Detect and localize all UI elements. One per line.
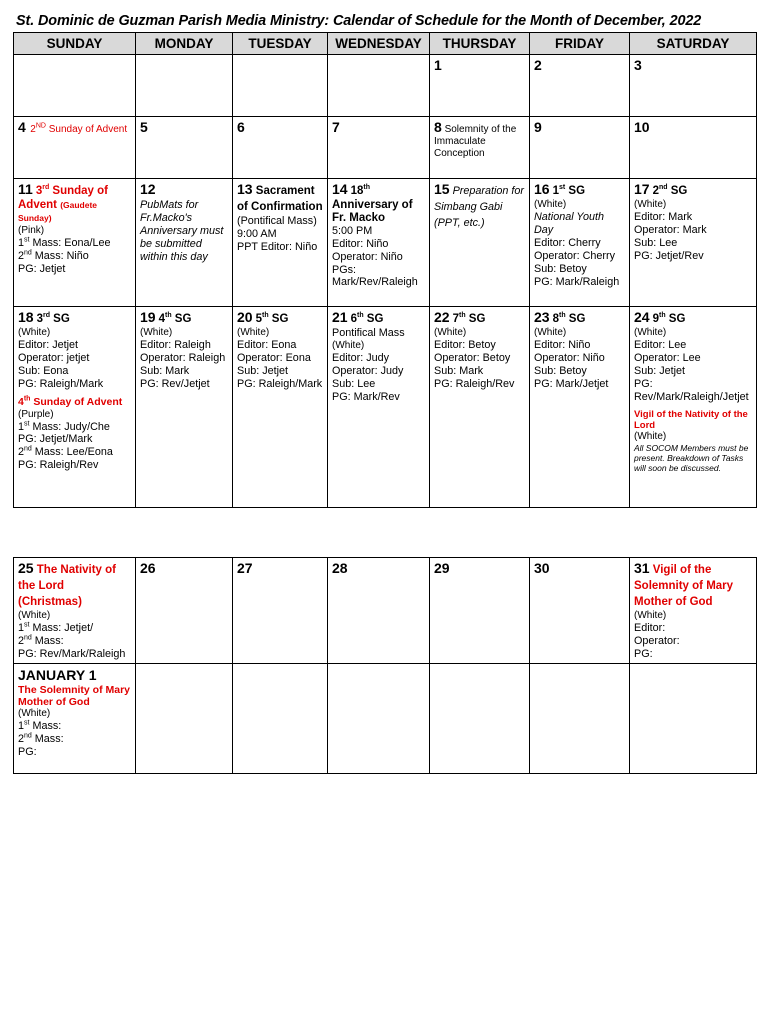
day-number: 18 bbox=[18, 309, 34, 325]
operator-assignment: Operator: Mark bbox=[634, 223, 707, 236]
editor-assignment: Editor: Raleigh bbox=[140, 339, 211, 351]
editor-assignment: Editor: Niño bbox=[332, 237, 389, 250]
pg-assignment: PG: bbox=[18, 745, 37, 758]
day-cell-empty bbox=[530, 663, 630, 773]
sub-assignment: Sub: Betoy bbox=[534, 364, 587, 377]
event-time: 9:00 AM bbox=[237, 227, 277, 240]
event-note: PubMats for Fr.Macko's Anniversary must be submitted within this day bbox=[140, 199, 224, 263]
sg-label: 8th SG bbox=[552, 312, 586, 325]
liturgical-color: (White) bbox=[18, 327, 51, 338]
pg-assignment: PG: bbox=[634, 377, 653, 390]
day-cell bbox=[430, 55, 530, 117]
sub-assignment: Sub: Eona bbox=[18, 364, 69, 377]
week-row bbox=[14, 307, 757, 508]
mass-assignment: 1st Mass: Judy/Che bbox=[18, 419, 110, 433]
day-cell bbox=[630, 179, 757, 307]
liturgical-color: (White) bbox=[634, 327, 667, 338]
week-row bbox=[14, 117, 757, 179]
day-cell bbox=[430, 179, 530, 307]
editor-assignment: Editor: Niño bbox=[534, 339, 591, 351]
week-row bbox=[14, 55, 757, 117]
pg-assignment: PG: Rev/Mark/Raleigh bbox=[18, 647, 126, 660]
day-number: 1 bbox=[434, 57, 442, 73]
event-note: Preparation for Simbang Gabi (PPT, etc.) bbox=[434, 185, 524, 229]
editor-assignment: Editor: Cherry bbox=[534, 236, 601, 249]
pg-assignment: PG: Jetjet/Rev bbox=[634, 249, 704, 262]
day-cell bbox=[14, 117, 136, 179]
day-cell bbox=[328, 558, 430, 664]
liturgical-color: (White) bbox=[634, 199, 667, 210]
day-number: 7 bbox=[332, 119, 340, 135]
sg-label: 7th SG bbox=[452, 312, 486, 325]
liturgical-color: (White) bbox=[634, 430, 667, 442]
event-label: 3rd Sunday of bbox=[35, 184, 108, 197]
weekday-header: MONDAY bbox=[136, 33, 233, 55]
week-row bbox=[14, 558, 757, 664]
sg-label: 5th SG bbox=[255, 312, 289, 325]
day-number: 8 bbox=[434, 119, 442, 135]
mass-assignment: 1st Mass: bbox=[18, 719, 62, 732]
liturgical-color: (White) bbox=[534, 327, 567, 338]
sg-label: 1st SG bbox=[552, 184, 586, 197]
event-label: Sacrament of Confirmation bbox=[237, 185, 323, 213]
day-number: 6 bbox=[237, 119, 245, 135]
day-cell bbox=[530, 55, 630, 117]
weekday-header-row bbox=[14, 33, 757, 55]
day-number: 22 bbox=[434, 309, 450, 325]
pg-assignment: PG: Mark/Rev bbox=[332, 390, 400, 403]
editor-assignment: Editor: Jetjet bbox=[18, 339, 79, 351]
pg-assignment: PG: Rev/Jetjet bbox=[140, 377, 210, 390]
event-detail: (Pontifical Mass) bbox=[237, 215, 317, 227]
event-label: Vigil of the Nativity of the Lord bbox=[634, 408, 748, 431]
event-label: The Solemnity of Mary Mother of God bbox=[18, 683, 131, 708]
day-number: 20 bbox=[237, 309, 253, 325]
day-cell bbox=[530, 117, 630, 179]
day-number: 5 bbox=[140, 119, 148, 135]
day-cell bbox=[14, 179, 136, 307]
event-note: All SOCOM Members must be present. Breakdown of Tasks will soon be discussed. bbox=[634, 442, 749, 473]
day-number: 31 bbox=[634, 560, 650, 576]
day-cell bbox=[630, 558, 757, 664]
sub-assignment: Sub: Jetjet bbox=[634, 364, 686, 377]
liturgical-color: (Pink) bbox=[18, 224, 45, 236]
day-number: 10 bbox=[634, 119, 650, 135]
operator-assignment: Operator: Niño bbox=[534, 351, 605, 364]
day-number: 17 bbox=[634, 181, 650, 197]
day-number: 13 bbox=[237, 181, 253, 197]
week-row bbox=[14, 663, 757, 773]
sub-assignment: Sub: Lee bbox=[634, 236, 678, 249]
day-number: 27 bbox=[237, 560, 253, 576]
day-cell-empty bbox=[630, 663, 757, 773]
day-number: 2 bbox=[534, 57, 542, 73]
mass-assignment: 1st Mass: Eona/Lee bbox=[18, 236, 111, 249]
editor-assignment: Editor: Mark bbox=[634, 211, 693, 223]
sg-label: 4th SG bbox=[158, 312, 192, 325]
sg-label: 9th SG bbox=[652, 312, 686, 325]
event-label: Solemnity of the Immaculate Conception bbox=[434, 124, 517, 159]
day-number: 3 bbox=[634, 57, 642, 73]
editor-assignment: Editor: Judy bbox=[332, 351, 390, 364]
liturgical-color: (White) bbox=[534, 199, 567, 210]
event-label: 4th Sunday of Advent bbox=[18, 395, 123, 408]
weekday-header: FRIDAY bbox=[530, 33, 630, 55]
pg-assignment: PG: Raleigh/Mark bbox=[237, 377, 323, 390]
day-cell-empty bbox=[233, 55, 328, 117]
day-cell bbox=[136, 117, 233, 179]
operator-assignment: Operator: Judy bbox=[332, 364, 404, 377]
calendar-end-of-month-table bbox=[13, 557, 757, 774]
day-number: 4 bbox=[18, 119, 26, 135]
day-number: 9 bbox=[534, 119, 542, 135]
editor-assignment: Editor: bbox=[634, 622, 666, 634]
day-cell bbox=[430, 117, 530, 179]
weekday-header: TUESDAY bbox=[233, 33, 328, 55]
mass-assignment: 2nd Mass: bbox=[18, 634, 64, 647]
operator-assignment: Operator: Raleigh bbox=[140, 351, 226, 364]
day-cell bbox=[136, 558, 233, 664]
operator-assignment: Operator: Eona bbox=[237, 351, 311, 364]
day-number: 29 bbox=[434, 560, 450, 576]
day-number: 19 bbox=[140, 309, 156, 325]
day-cell bbox=[328, 117, 430, 179]
liturgical-color: (White) bbox=[18, 707, 51, 719]
sub-assignment: Sub: Mark bbox=[434, 364, 484, 377]
day-cell-empty bbox=[14, 55, 136, 117]
day-cell-empty bbox=[430, 663, 530, 773]
event-label: Vigil of the Solemnity of Mary Mother of God bbox=[634, 564, 734, 608]
day-cell-empty bbox=[136, 663, 233, 773]
mass-assignment: 2nd Mass: Lee/Eona bbox=[18, 445, 113, 459]
day-cell bbox=[233, 179, 328, 307]
operator-assignment: Operator: Betoy bbox=[434, 351, 511, 364]
sub-assignment: Sub: Betoy bbox=[534, 262, 587, 275]
sub-assignment: Sub: Jetjet bbox=[237, 364, 289, 377]
day-number: 11 bbox=[18, 181, 33, 197]
pg-assignment: PG: Raleigh/Mark bbox=[18, 377, 104, 390]
day-cell bbox=[328, 307, 430, 508]
day-number: 30 bbox=[534, 560, 550, 576]
weekday-header: WEDNESDAY bbox=[328, 33, 430, 55]
operator-assignment: Operator: Cherry bbox=[534, 249, 616, 262]
day-number: JANUARY 1 bbox=[18, 666, 97, 683]
day-cell bbox=[430, 558, 530, 664]
day-cell bbox=[530, 307, 630, 508]
editor-assignment: PPT Editor: Niño bbox=[237, 240, 318, 253]
day-number: 16 bbox=[534, 181, 550, 197]
day-cell bbox=[14, 307, 136, 508]
day-cell bbox=[530, 558, 630, 664]
event-label: The Nativity of the Lord (Christmas) bbox=[18, 564, 117, 608]
day-number: 23 bbox=[534, 309, 550, 325]
mass-assignment: 2nd Mass: Niño bbox=[18, 249, 89, 262]
pg-assignment: Rev/Mark/Raleigh/Jetjet bbox=[634, 390, 749, 403]
sg-label: 3rd SG bbox=[36, 312, 70, 325]
page-title: St. Dominic de Guzman Parish Media Ministry: Calendar of Schedule for the Month of December, 2022 bbox=[16, 13, 702, 29]
event-note: National Youth Day bbox=[534, 211, 605, 236]
day-number: 25 bbox=[18, 560, 34, 576]
day-cell bbox=[14, 663, 136, 773]
day-number: 12 bbox=[140, 181, 156, 197]
pg-assignment: PG: Mark/Raleigh bbox=[534, 275, 620, 288]
liturgical-color: (White) bbox=[332, 339, 365, 351]
editor-assignment: Editor: Eona bbox=[237, 339, 297, 351]
day-cell-empty bbox=[328, 663, 430, 773]
weekday-header: THURSDAY bbox=[430, 33, 530, 55]
weekday-header: SUNDAY bbox=[14, 33, 136, 55]
day-number: 28 bbox=[332, 560, 348, 576]
day-number: 15 bbox=[434, 181, 450, 197]
sg-label: 2nd SG bbox=[652, 184, 688, 197]
event-label: Pontifical Mass bbox=[332, 327, 405, 339]
pg-assignment: PG: Raleigh/Rev bbox=[18, 459, 99, 472]
day-cell bbox=[630, 307, 757, 508]
day-cell bbox=[630, 117, 757, 179]
event-label: 18th bbox=[350, 184, 370, 197]
liturgical-color: (White) bbox=[434, 327, 467, 338]
weekday-header: SATURDAY bbox=[630, 33, 757, 55]
day-cell bbox=[136, 307, 233, 508]
pg-assignment: PG: bbox=[634, 647, 653, 660]
day-cell-empty bbox=[136, 55, 233, 117]
sg-label: 6th SG bbox=[350, 312, 384, 325]
sub-assignment: Sub: Mark bbox=[140, 364, 190, 377]
operator-assignment: Operator: Niño bbox=[332, 250, 403, 263]
day-cell bbox=[233, 117, 328, 179]
day-cell bbox=[233, 307, 328, 508]
day-cell bbox=[430, 307, 530, 508]
day-cell bbox=[630, 55, 757, 117]
editor-assignment: Editor: Lee bbox=[634, 339, 687, 351]
liturgical-color: (Purple) bbox=[18, 408, 54, 420]
sub-assignment: Sub: Lee bbox=[332, 377, 376, 390]
day-number: 26 bbox=[140, 560, 156, 576]
liturgical-color: (White) bbox=[18, 610, 51, 621]
event-time: 5:00 PM bbox=[332, 224, 373, 237]
operator-assignment: Operator: Lee bbox=[634, 351, 701, 364]
event-label: 2ND Sunday of Advent bbox=[30, 122, 128, 135]
operator-assignment: Operator: bbox=[634, 634, 680, 647]
day-cell bbox=[328, 179, 430, 307]
day-number: 14 bbox=[332, 181, 348, 197]
mass-assignment: 1st Mass: Jetjet/ bbox=[18, 621, 94, 634]
liturgical-color: (White) bbox=[634, 610, 667, 621]
event-label: Advent (Gaudete Sunday) bbox=[18, 199, 98, 223]
pg-assignment: PG: Mark/Jetjet bbox=[534, 377, 609, 390]
pg-assignment: PG: Jetjet bbox=[18, 262, 66, 275]
day-cell-empty bbox=[328, 55, 430, 117]
day-number: 24 bbox=[634, 309, 650, 325]
day-cell bbox=[233, 558, 328, 664]
mass-assignment: 2nd Mass: bbox=[18, 732, 64, 745]
pg-assignment: PG: Jetjet/Mark bbox=[18, 433, 93, 446]
liturgical-color: (White) bbox=[237, 327, 270, 338]
day-cell bbox=[530, 179, 630, 307]
pg-assignment: PG: Raleigh/Rev bbox=[434, 377, 515, 390]
day-cell-empty bbox=[233, 663, 328, 773]
week-row bbox=[14, 179, 757, 307]
event-label: Anniversary of Fr. Macko bbox=[332, 199, 413, 224]
day-cell bbox=[14, 558, 136, 664]
day-number: 21 bbox=[332, 309, 348, 325]
calendar-december-table bbox=[13, 32, 757, 508]
day-cell bbox=[136, 179, 233, 307]
operator-assignment: Operator: jetjet bbox=[18, 351, 90, 364]
editor-assignment: Editor: Betoy bbox=[434, 339, 496, 351]
pg-assignment: PGs: Mark/Rev/Raleigh bbox=[332, 263, 418, 289]
liturgical-color: (White) bbox=[140, 327, 173, 338]
